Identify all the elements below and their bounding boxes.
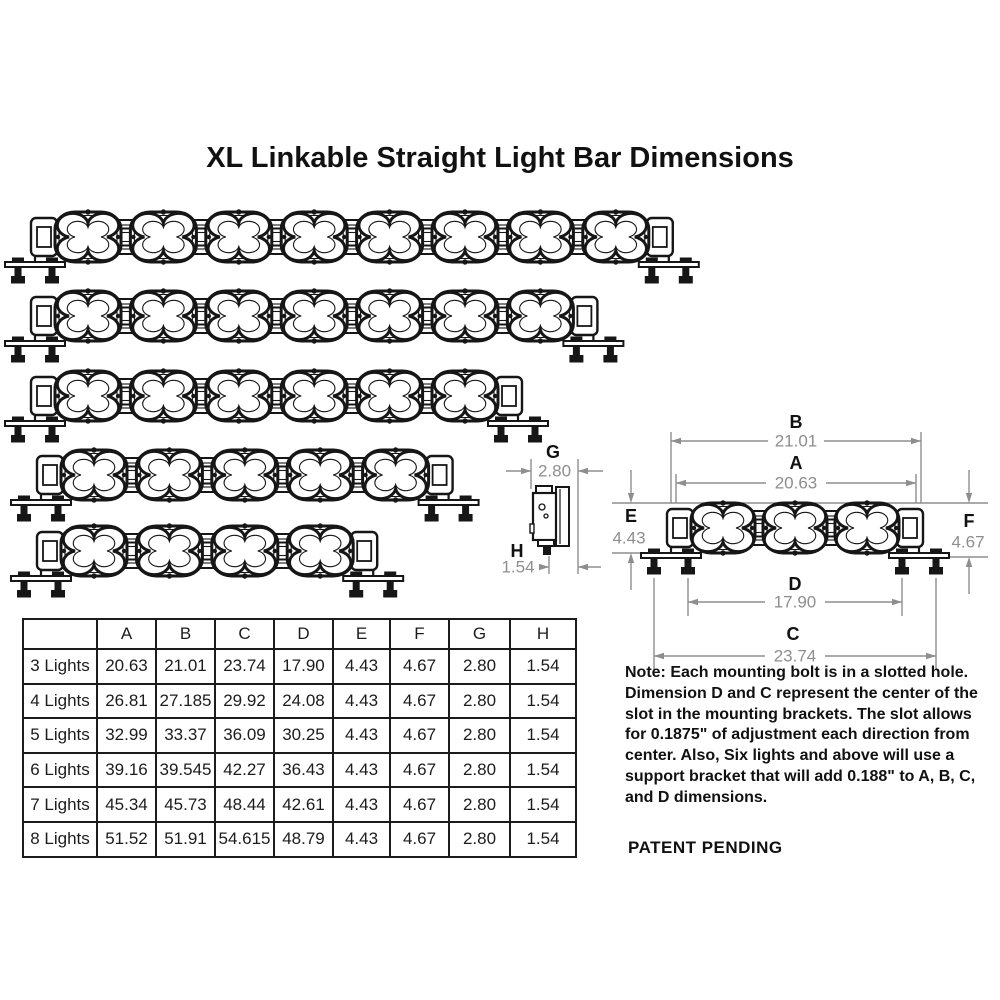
page-title: XL Linkable Straight Light Bar Dimensions [206,142,794,174]
table-cell: 4.43 [333,684,390,719]
table-cell: 1.54 [510,753,576,788]
table-cell: 21.01 [156,649,215,684]
dim-f-label: F [963,511,975,531]
table-cell: 24.08 [274,684,333,719]
table-cell: 4.67 [390,787,449,822]
table-cell: 1.54 [510,787,576,822]
dim-e-value: 4.43 [612,528,646,548]
table-cell: 23.74 [215,649,274,684]
row-label: 6 Lights [23,753,97,788]
table-cell: 20.63 [97,649,156,684]
table-cell: 27.185 [156,684,215,719]
dimensions-table [22,618,577,858]
row-label: 3 Lights [23,649,97,684]
table-column-header: C [215,619,274,649]
light-bar-6-lights [5,368,548,442]
dim-d-label: D [788,574,802,594]
table-cell: 42.61 [274,787,333,822]
table-cell: 39.545 [156,753,215,788]
table-cell: 4.67 [390,753,449,788]
row-label: 4 Lights [23,684,97,719]
table-cell: 4.67 [390,649,449,684]
side-view-drawing [530,486,569,555]
table-cell: 26.81 [97,684,156,719]
table-cell: 29.92 [215,684,274,719]
light-bar-7-lights [5,288,623,362]
light-bar-8-lights [5,209,699,283]
row-label: 7 Lights [23,787,97,822]
table-column-header: D [274,619,333,649]
table-column-header [23,619,97,649]
dim-g-value: 2.80 [537,461,572,481]
dim-a-label: A [789,453,803,473]
dim-a-value: 20.63 [774,473,818,493]
note-text: Note: Each mounting bolt is in a slotted hole. Dimension D and C represent the center of the slot in the mounting brackets. The slot allows for 0.1875" of adjustment each direction from center. Also, Six lights and above will use a support bracket that will add 0.188" to A, B, C, and D dimensions. [625,664,978,806]
table-cell: 4.67 [390,684,449,719]
table-column-header: E [333,619,390,649]
dim-h-label: H [510,541,524,561]
table-cell: 2.80 [449,684,510,719]
table-cell: 2.80 [449,753,510,788]
row-label: 5 Lights [23,718,97,753]
table-column-header: G [449,619,510,649]
table-cell: 1.54 [510,684,576,719]
patent-pending-label: PATENT PENDING [628,838,783,857]
table-cell: 39.16 [97,753,156,788]
table-cell: 2.80 [449,718,510,753]
row-label: 8 Lights [23,822,97,857]
table-cell: 54.615 [215,822,274,857]
dim-e-label: E [624,506,638,526]
table-cell: 2.80 [449,787,510,822]
table-column-header: F [390,619,449,649]
table-row [23,718,576,753]
table-cell: 1.54 [510,649,576,684]
table-cell: 4.67 [390,718,449,753]
dim-c-value: 23.74 [773,646,817,666]
dim-h-value: 1.54 [501,557,535,577]
dim-d-value: 17.90 [773,592,817,612]
table-row [23,822,576,857]
table-cell: 1.54 [510,718,576,753]
table-column-header: B [156,619,215,649]
dimension-diagram-lower [654,574,936,670]
table-cell: 45.34 [97,787,156,822]
table-cell: 51.91 [156,822,215,857]
table-cell: 2.80 [449,649,510,684]
table-column-header: H [510,619,576,649]
table-cell: 1.54 [510,822,576,857]
light-bar-3-lights-diagram [641,500,949,574]
dim-b-label: B [789,412,803,432]
table-cell: 33.37 [156,718,215,753]
table-cell: 32.99 [97,718,156,753]
table-cell: 4.43 [333,753,390,788]
table-cell: 2.80 [449,822,510,857]
table-cell: 4.43 [333,649,390,684]
dim-b-value: 21.01 [774,431,818,451]
table-column-header: A [97,619,156,649]
dim-c-label: C [786,624,800,644]
table-cell: 42.27 [215,753,274,788]
table-row [23,753,576,788]
table-row [23,787,576,822]
table-cell: 30.25 [274,718,333,753]
table-row [23,684,576,719]
table-cell: 48.79 [274,822,333,857]
table-cell: 4.43 [333,822,390,857]
dim-f-value: 4.67 [951,532,985,552]
table-cell: 4.43 [333,718,390,753]
light-bar-4-lights [11,523,403,597]
table-row [23,649,576,684]
table-cell: 4.67 [390,822,449,857]
table-cell: 51.52 [97,822,156,857]
table-cell: 45.73 [156,787,215,822]
table-cell: 48.44 [215,787,274,822]
dim-g-label: G [545,442,561,462]
table-cell: 17.90 [274,649,333,684]
table-cell: 4.43 [333,787,390,822]
table-cell: 36.09 [215,718,274,753]
table-cell: 36.43 [274,753,333,788]
light-bar-5-lights [11,447,479,521]
